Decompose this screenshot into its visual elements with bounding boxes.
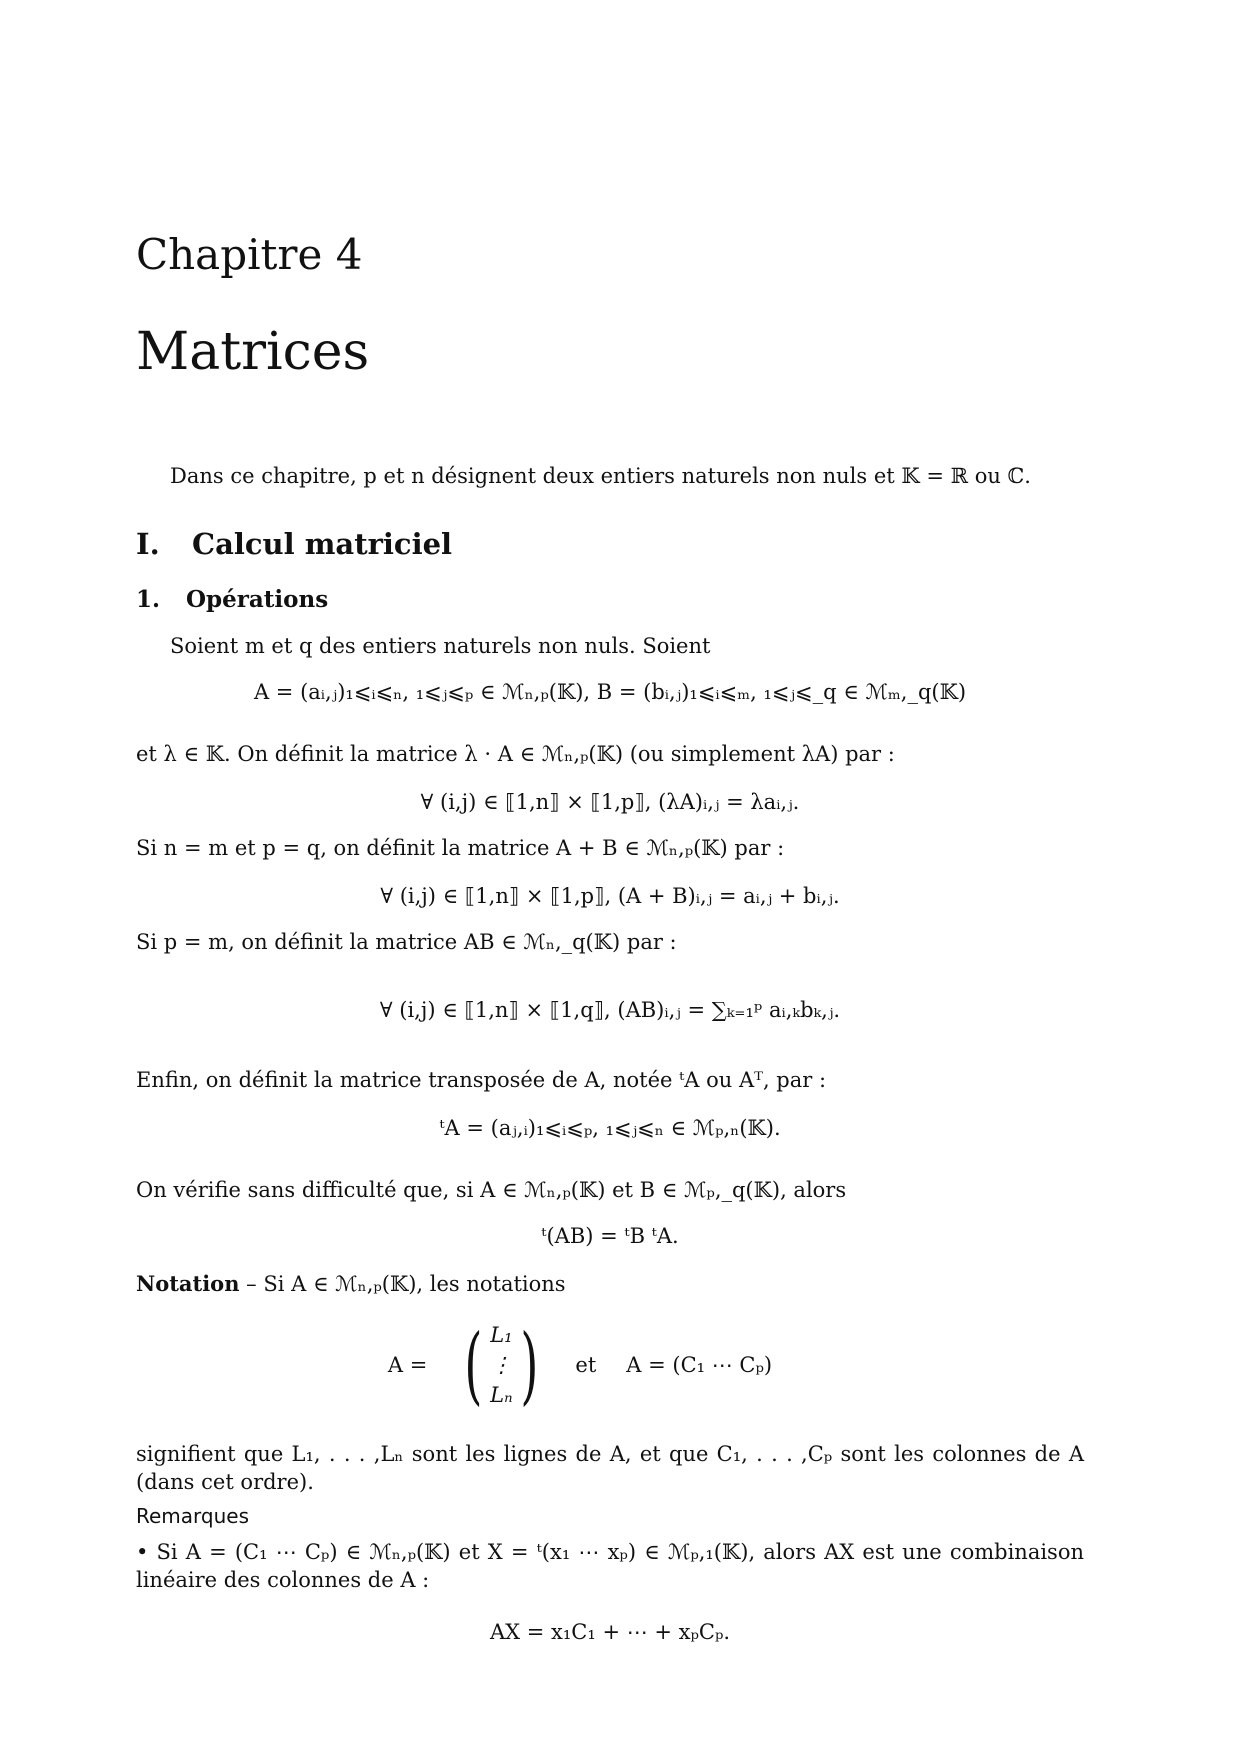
notation-label: Notation bbox=[136, 1271, 240, 1296]
chapter-label: Chapitre 4 bbox=[136, 230, 363, 279]
equation-1: A = (aᵢ,ⱼ)₁⩽ᵢ⩽ₙ, ₁⩽ⱼ⩽ₚ ∈ ℳₙ,ₚ(𝕂), B = (bᵢ,ⱼ)₁⩽ᵢ⩽ₘ, ₁⩽ⱼ⩽_q ∈ ℳₘ,_q(𝕂) bbox=[253, 680, 967, 704]
equation-3: ∀ (i,j) ∈ ⟦1,n⟧ × ⟦1,p⟧, (A + B)ᵢ,ⱼ = aᵢ,ⱼ + bᵢ,ⱼ. bbox=[380, 884, 840, 908]
paragraph-2: et λ ∈ 𝕂. On définit la matrice λ · A ∈ ℳₙ,ₚ(𝕂) (ou simplement λA) par : bbox=[136, 742, 895, 766]
row-entry-last: Lₙ bbox=[490, 1383, 513, 1407]
equation-6: ᵗ(AB) = ᵗB ᵗA. bbox=[541, 1224, 679, 1248]
notation-text: – Si A ∈ ℳₙ,ₚ(𝕂), les notations bbox=[239, 1272, 566, 1296]
section-number: I. bbox=[136, 527, 160, 561]
matrix-lhs: A = bbox=[387, 1353, 428, 1377]
row-matrix: A = (C₁ ⋯ Cₚ) bbox=[626, 1353, 773, 1377]
paragraph-3: Si n = m et p = q, on définit la matrice A + B ∈ ℳₙ,ₚ(𝕂) par : bbox=[136, 836, 785, 860]
equation-2: ∀ (i,j) ∈ ⟦1,n⟧ × ⟦1,p⟧, (λA)ᵢ,ⱼ = λaᵢ,ⱼ. bbox=[420, 790, 800, 814]
notation-paragraph bbox=[136, 1270, 566, 1298]
subsection-number: 1. bbox=[136, 586, 161, 613]
subsection-title: Opérations bbox=[186, 586, 329, 613]
paragraph-7: signifient que L₁, . . . ,Lₙ sont les lignes de A, et que C₁, . . . ,Cₚ sont les colonnes de A (dans cet ordre). bbox=[136, 1442, 1084, 1494]
paragraph-5: Enfin, on définit la matrice transposée de A, notée ᵗA ou Aᵀ, par : bbox=[136, 1068, 827, 1092]
paragraph-1: Soient m et q des entiers naturels non nuls. Soient bbox=[170, 634, 711, 658]
equation-7: AX = x₁C₁ + ⋯ + xₚCₚ. bbox=[489, 1620, 731, 1644]
matrix-notation-display bbox=[136, 1310, 1084, 1420]
matrix-et: et bbox=[575, 1353, 597, 1377]
equation-4: ∀ (i,j) ∈ ⟦1,n⟧ × ⟦1,q⟧, (AB)ᵢ,ⱼ = ∑ₖ₌₁ᵖ aᵢ,ₖbₖ,ⱼ. bbox=[379, 998, 841, 1022]
paragraph-6: On vérifie sans difficulté que, si A ∈ ℳₙ,ₚ(𝕂) et B ∈ ℳₚ,_q(𝕂), alors bbox=[136, 1178, 847, 1202]
row-entry-dots: ⋮ bbox=[490, 1353, 512, 1377]
section-title: Calcul matriciel bbox=[192, 527, 453, 561]
remarks-heading: Remarques bbox=[136, 1504, 250, 1528]
section-heading bbox=[136, 527, 452, 561]
chapter-title: Matrices bbox=[136, 322, 370, 382]
intro-paragraph: Dans ce chapitre, p et n désignent deux entiers naturels non nuls et 𝕂 = ℝ ou ℂ. bbox=[170, 464, 1031, 488]
remark-1: • Si A = (C₁ ⋯ Cₚ) ∈ ℳₙ,ₚ(𝕂) et X = ᵗ(x₁ ⋯ xₚ) ∈ ℳₚ,₁(𝕂), alors AX est une combinaison linéaire des colonnes de A : bbox=[136, 1540, 1084, 1592]
subsection-heading bbox=[136, 586, 328, 613]
paragraph-4: Si p = m, on définit la matrice AB ∈ ℳₙ,_q(𝕂) par : bbox=[136, 930, 677, 954]
column-matrix: ( L₁ ⋮ Lₙ ) bbox=[464, 1316, 539, 1414]
row-entry-first: L₁ bbox=[490, 1323, 513, 1347]
equation-5: ᵗA = (aⱼ,ᵢ)₁⩽ᵢ⩽ₚ, ₁⩽ⱼ⩽ₙ ∈ ℳₚ,ₙ(𝕂). bbox=[439, 1116, 781, 1140]
